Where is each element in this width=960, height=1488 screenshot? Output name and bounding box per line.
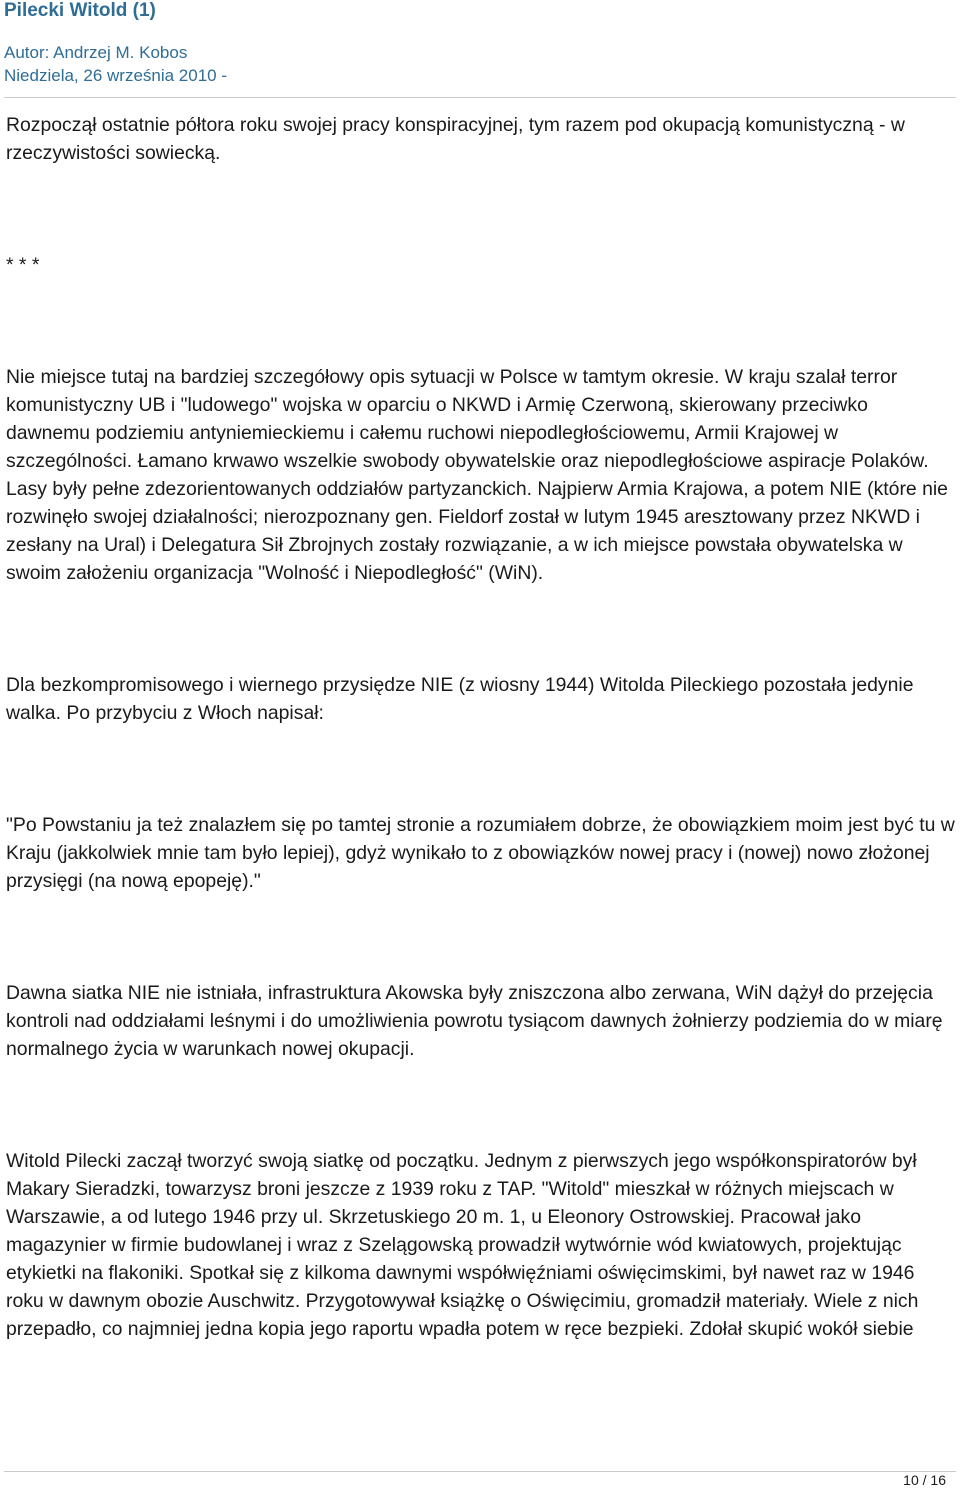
header-divider <box>4 97 956 98</box>
quote-paragraph: "Po Powstaniu ja też znalazłem się po tamtej stronie a rozumiałem dobrze, że obowiązkiem moim jest być tu w Kraju (jakkolwiek mnie tam było lepiej), gdyż wynikało to z obowiązków nowej pracy i (nowej) nowo złożonej przysięgi (na nową epopeję)." <box>6 814 955 892</box>
paragraph-6: Witold Pilecki zaczął tworzyć swoją siatkę od początku. Jednym z pierwszych jego współkonspiratorów był Makary Sieradzki, towarzysz broni jeszcze z 1939 roku z TAP. "Witold" mieszkał w różnych miejscach w Warszawie, a od lutego 1946 przy ul. Skrzetuskiego 20 m. 1, u Eleonory Ostrowskiej. Pracował jako magazynier w firmie budowlanej i wraz z Szelągowską prowadził wytwórnie wód kwiatowych, projektując etykietki na flakoniki. Spotkał się z kilkoma dawnymi współwięźniami oświęcimskimi, był nawet raz w 1946 roku w dawnym obozie Auschwitz. Przygotowywał książkę o Oświęcimiu, gromadził materiały. Wiele z nich przepadło, co najmniej jedna kopia jego raportu wpadła potem w ręce bezpieki. Zdołał skupić wokół siebie <box>6 1150 919 1340</box>
spacer <box>6 279 956 363</box>
spacer <box>6 167 956 251</box>
footer-divider <box>4 1471 956 1472</box>
spacer <box>6 1063 956 1147</box>
spacer <box>6 587 956 671</box>
date-line: Niedziela, 26 września 2010 - <box>4 66 228 85</box>
page-number: 10 / 16 <box>903 1472 946 1488</box>
paragraph-1: Rozpoczął ostatnie półtora roku swojej pracy konspiracyjnej, tym razem pod okupacją komunistyczną - w rzeczywistości sowiecką. <box>6 114 905 164</box>
article-body <box>6 111 956 1343</box>
author-line: Autor: Andrzej M. Kobos <box>4 43 188 62</box>
spacer <box>6 895 956 979</box>
paragraph-5: Dawna siatka NIE nie istniała, infrastruktura Akowska były zniszczona albo zerwana, WiN dążył do przejęcia kontroli nad oddziałami leśnymi i do umożliwienia powrotu tysiącom dawnych żołnierzy podziemia do w miarę normalnego życia w warunkach nowej okupacji. <box>6 982 943 1060</box>
spacer <box>6 727 956 811</box>
paragraph-2: Nie miejsce tutaj na bardziej szczegółowy opis sytuacji w Polsce w tamtym okresie. W kraju szalał terror komunistyczny UB i "ludowego" wojska w oparciu o NKWD i Armię Czerwoną, skierowany przeciwko dawnemu podziemiu antyniemieckiemu i całemu ruchowi niepodległościowemu, Armii Krajowej w szczególności. Łamano krwawo wszelkie swobody obywatelskie oraz niepodległościowe aspiracje Polaków. Lasy były pełne zdezorientowanych oddziałów partyzanckich. Najpierw Armia Krajowa, a potem NIE (które nie rozwinęło swojej działalności; nierozpoznany gen. Fieldorf został w lutym 1945 aresztowany przez NKWD i zesłany na Ural) i Delegatura Sił Zbrojnych zostały rozwiązanie, a w ich miejsce powstała obywatelska w swoim założeniu organizacja "Wolność i Niepodległość" (WiN). <box>6 366 948 584</box>
section-separator: * * * <box>6 254 40 276</box>
paragraph-3: Dla bezkompromisowego i wiernego przysiędze NIE (z wiosny 1944) Witolda Pileckiego pozostała jedynie walka. Po przybyciu z Włoch napisał: <box>6 674 914 724</box>
document-title: Pilecki Witold (1) <box>4 0 156 21</box>
document-header <box>4 0 956 87</box>
